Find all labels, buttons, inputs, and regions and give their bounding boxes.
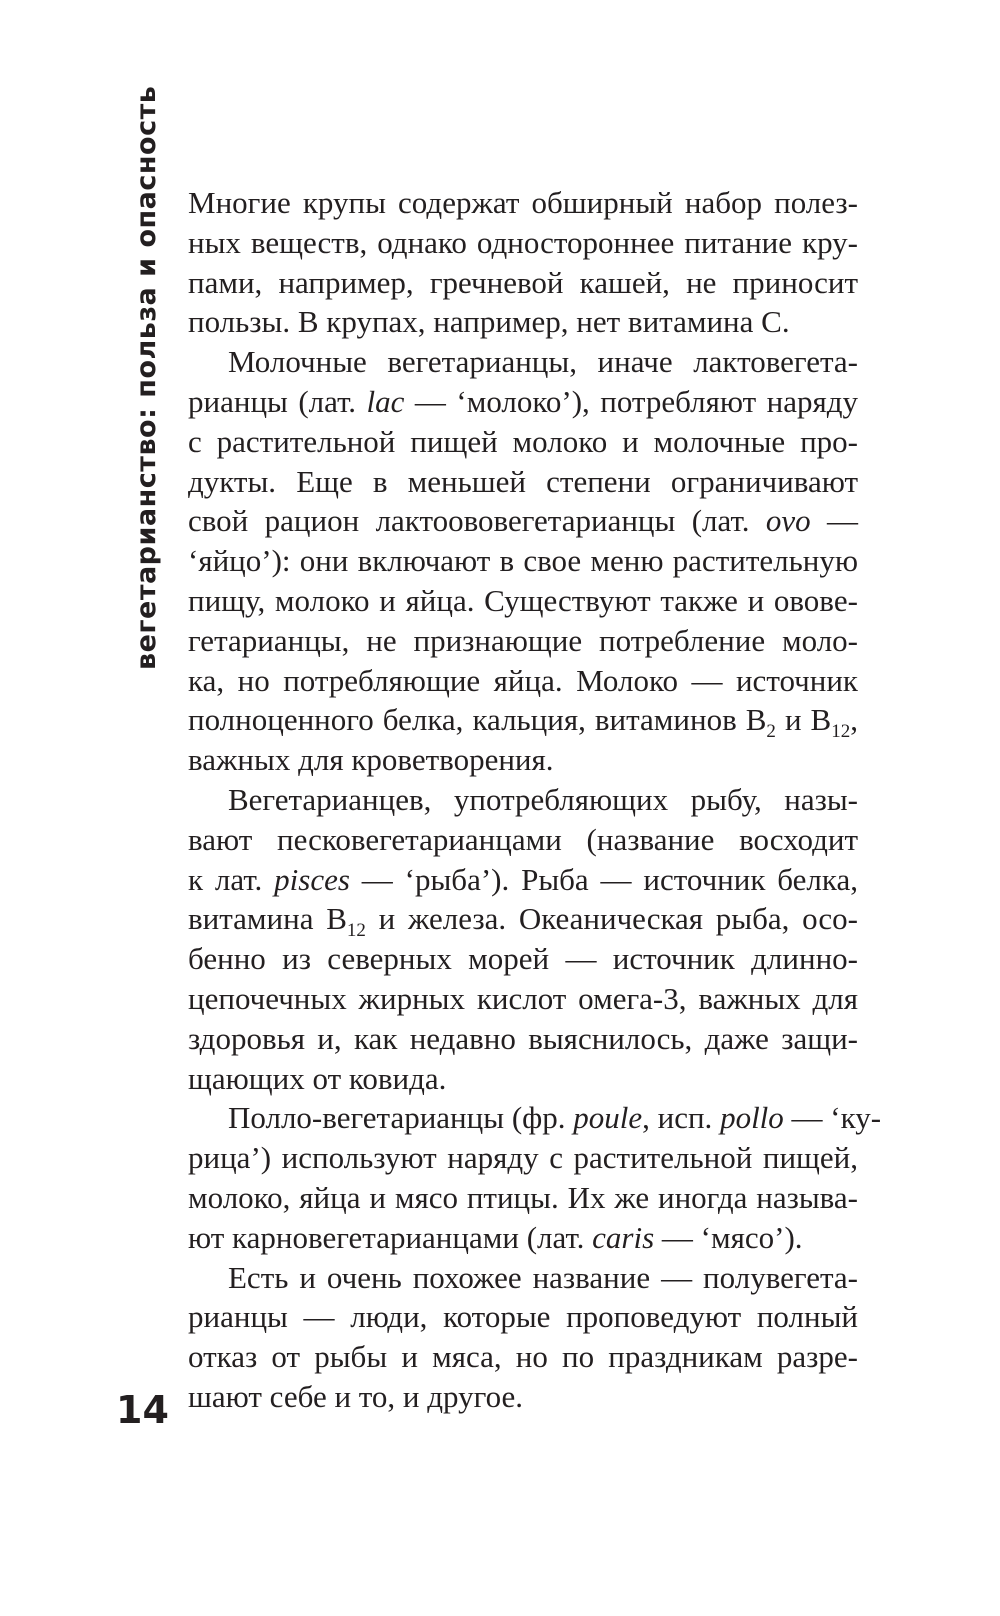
text-line — [188, 501, 858, 541]
text-segment: витамина В — [188, 901, 347, 937]
text-segment: Молочные вегетарианцы, иначе лактовегета- — [228, 344, 858, 380]
text-segment: вают песковегетарианцами (название восходит — [188, 821, 858, 857]
text-line — [188, 780, 858, 820]
text-segment: Вегетарианцев, употребляющих рыбу, назы- — [228, 781, 858, 817]
text-segment: и В — [775, 702, 832, 738]
text-segment: , исп. — [642, 1100, 721, 1136]
text-segment: свой рацион лактоововегетарианцы (лат. — [188, 503, 766, 539]
text-line — [188, 1258, 858, 1298]
page-number: 14 — [116, 1388, 169, 1432]
subscript: 2 — [766, 721, 776, 743]
text-segment: бенно из северных морей — источник длинно- — [188, 941, 858, 977]
text-segment: пами, например, гречневой кашей, не приносит — [188, 264, 858, 300]
text-line — [188, 740, 858, 780]
paragraph — [188, 1098, 882, 1257]
text-line — [188, 382, 858, 422]
text-line — [188, 1059, 858, 1099]
text-segment: пользы. В крупах, например, нет витамина С. — [188, 304, 790, 340]
text-segment: к лат. — [188, 861, 275, 897]
text-segment: полноценного белка, кальция, витаминов В — [188, 702, 767, 738]
latin-term: ovo — [765, 503, 811, 539]
latin-term: pisces — [274, 861, 350, 897]
text-segment: ка, но потребляющие яйца. Молоко — источник — [188, 662, 858, 698]
text-segment: — — [810, 503, 858, 539]
text-segment: ют карновегетарианцами (лат. — [188, 1219, 593, 1255]
text-line — [188, 621, 858, 661]
body-text — [188, 183, 882, 1417]
text-line — [188, 860, 858, 900]
text-segment: отказ от рыбы и мяса, но по праздникам разре- — [188, 1339, 858, 1375]
subscript: 12 — [346, 920, 366, 942]
text-segment: цепочечных жирных кислот омега-3, важных для — [188, 980, 858, 1016]
text-segment: Есть и очень похожее название — полувегета- — [228, 1259, 858, 1295]
latin-term: caris — [592, 1219, 655, 1255]
text-segment: — ‘мясо’). — [654, 1219, 803, 1255]
text-segment: важных для кроветворения. — [188, 742, 554, 778]
text-line — [188, 183, 858, 223]
text-segment: здоровья и, как недавно выяснилось, даже защи- — [188, 1020, 858, 1056]
latin-term: lac — [366, 383, 405, 419]
latin-term: poule — [573, 1100, 643, 1136]
text-line — [188, 263, 858, 303]
text-line — [188, 223, 858, 263]
text-segment: и железа. Океаническая рыба, осо- — [365, 901, 858, 937]
paragraph — [188, 342, 858, 780]
text-segment: шают себе и то, и другое. — [188, 1378, 523, 1414]
text-line — [188, 1337, 858, 1377]
text-segment: рианцы — люди, которые проповедуют полный — [188, 1299, 858, 1335]
text-segment: дукты. Еще в меньшей степени ограничивают — [188, 463, 858, 499]
text-line — [188, 939, 858, 979]
text-line — [188, 1218, 858, 1258]
text-line — [188, 1019, 858, 1059]
text-segment: Многие крупы содержат обширный набор полез- — [188, 185, 858, 220]
text-line — [188, 462, 858, 502]
text-segment: рица’) используют наряду с растительной пищей, — [188, 1140, 858, 1176]
text-line — [188, 899, 858, 942]
paragraph — [188, 183, 858, 342]
text-line — [188, 541, 858, 581]
paragraph — [188, 780, 858, 1098]
text-line — [188, 1138, 858, 1178]
text-line — [188, 1098, 882, 1138]
text-line — [188, 820, 858, 860]
paragraph — [188, 1258, 858, 1417]
text-line — [188, 1297, 858, 1337]
text-segment: Полло-вегетарианцы (фр. — [228, 1100, 574, 1136]
text-segment: , — [850, 702, 858, 738]
text-line — [188, 1178, 858, 1218]
text-segment: ных веществ, однако одностороннее питание кру- — [188, 224, 858, 260]
running-head: вегетарианство: польза и опасность — [131, 85, 162, 670]
text-segment: рианцы (лат. — [188, 383, 367, 419]
text-line — [188, 342, 858, 382]
text-segment: молоко, яйца и мясо птицы. Их же иногда называ- — [188, 1179, 858, 1215]
text-line — [188, 979, 858, 1019]
text-line — [188, 302, 858, 342]
text-segment: щающих от ковида. — [188, 1060, 447, 1096]
text-line — [188, 661, 858, 701]
text-segment: ‘яйцо’): они включают в свое меню растительную — [188, 543, 858, 579]
text-line — [188, 422, 858, 462]
subscript: 12 — [831, 721, 851, 743]
text-line — [188, 581, 858, 621]
text-segment: с растительной пищей молоко и молочные про- — [188, 423, 858, 459]
text-segment: пищу, молоко и яйца. Существуют также и ововe- — [188, 582, 858, 618]
text-segment: гетарианцы, не признающие потребление моло- — [188, 622, 858, 658]
text-segment: — ‘молоко’), потребляют наряду — [404, 383, 858, 419]
text-segment: — ‘рыба’). Рыба — источник белка, — [349, 861, 858, 897]
text-line — [188, 1377, 858, 1417]
text-segment: — ‘ку- — [783, 1100, 882, 1136]
text-line — [188, 700, 858, 743]
latin-term: pollo — [720, 1100, 784, 1136]
